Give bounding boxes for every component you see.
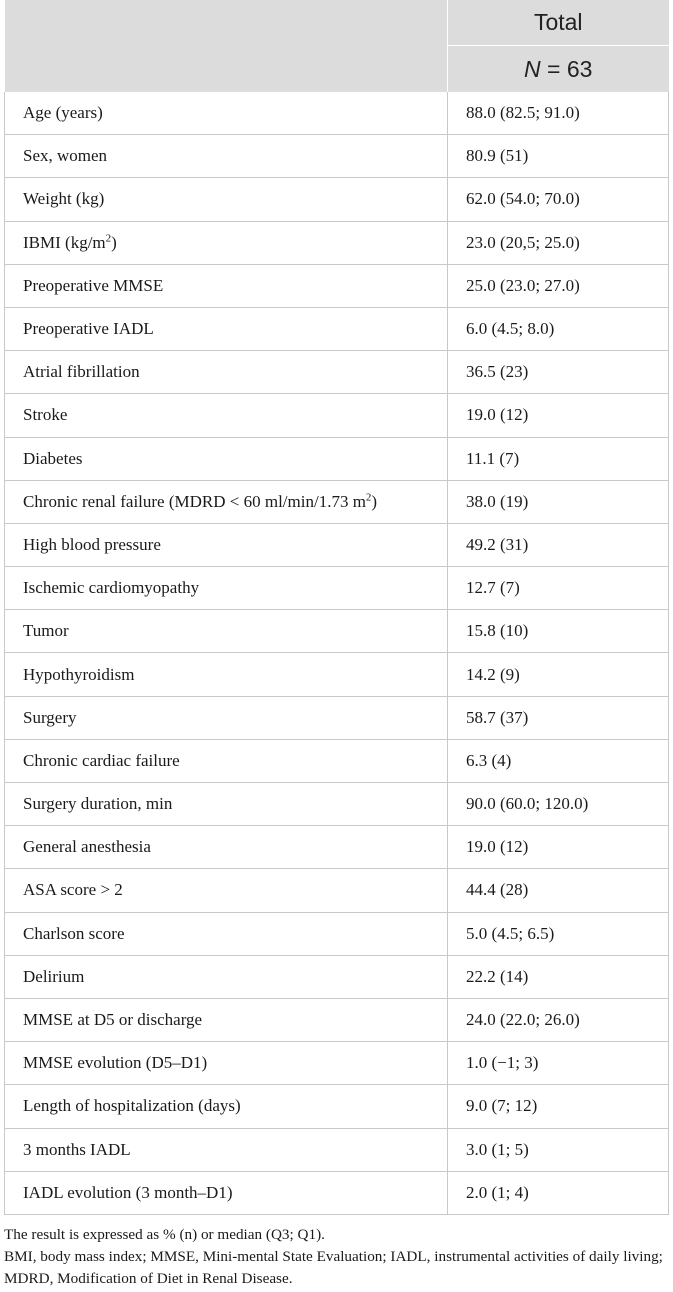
table-row [5, 92, 669, 135]
row-value: 25.0 (23.0; 27.0) [448, 264, 669, 307]
n-value: = 63 [540, 55, 593, 82]
header-blank-cell [5, 0, 448, 46]
row-label [5, 1042, 448, 1085]
row-label-text: Length of hospitalization (days) [23, 1096, 241, 1116]
header-row-title [5, 0, 669, 46]
row-label [5, 739, 448, 782]
row-label-superscript: 2 [105, 232, 112, 244]
table-row [5, 523, 669, 566]
row-value: 1.0 (−1; 3) [448, 1042, 669, 1085]
row-label-text: Weight (kg) [23, 189, 105, 209]
row-label [5, 264, 448, 307]
row-label [5, 869, 448, 912]
table-row [5, 394, 669, 437]
row-value: 11.1 (7) [448, 437, 669, 480]
row-label [5, 523, 448, 566]
characteristics-table [4, 0, 669, 1215]
row-label-text: Surgery [23, 707, 77, 727]
row-label [5, 437, 448, 480]
table-row [5, 1042, 669, 1085]
row-label [5, 178, 448, 221]
row-label [5, 610, 448, 653]
row-value: 36.5 (23) [448, 351, 669, 394]
row-value: 14.2 (9) [448, 653, 669, 696]
row-label-text: 3 months IADL [23, 1139, 131, 1159]
row-value: 6.0 (4.5; 8.0) [448, 307, 669, 350]
table-row [5, 998, 669, 1041]
table-row [5, 567, 669, 610]
row-value: 12.7 (7) [448, 567, 669, 610]
row-label [5, 955, 448, 998]
row-label-text: Ischemic cardiomyopathy [23, 578, 200, 598]
sample-size-cell [448, 46, 669, 93]
row-label-text: Age (years) [23, 103, 103, 123]
row-label-text: High blood pressure [23, 534, 161, 554]
row-label-text: Tumor [23, 621, 69, 641]
row-label-text: ASA score > 2 [23, 880, 123, 900]
row-value: 58.7 (37) [448, 696, 669, 739]
row-label [5, 351, 448, 394]
row-label [5, 480, 448, 523]
row-label [5, 783, 448, 826]
table-row [5, 307, 669, 350]
row-label [5, 92, 448, 135]
row-value: 88.0 (82.5; 91.0) [448, 92, 669, 135]
row-label-text: Diabetes [23, 448, 83, 468]
table-row [5, 696, 669, 739]
table-row [5, 437, 669, 480]
row-label [5, 307, 448, 350]
table-row [5, 739, 669, 782]
table-row [5, 955, 669, 998]
row-value: 19.0 (12) [448, 826, 669, 869]
row-label-tail: ) [111, 232, 117, 252]
row-value: 23.0 (20,5; 25.0) [448, 221, 669, 264]
row-label [5, 394, 448, 437]
table-body [5, 92, 669, 1214]
table-row [5, 610, 669, 653]
row-label [5, 998, 448, 1041]
row-label [5, 912, 448, 955]
table-row [5, 480, 669, 523]
table-row [5, 351, 669, 394]
row-value: 24.0 (22.0; 26.0) [448, 998, 669, 1041]
row-label [5, 826, 448, 869]
row-value: 44.4 (28) [448, 869, 669, 912]
row-label-text: Surgery duration, min [23, 794, 173, 814]
table-row [5, 869, 669, 912]
row-value: 3.0 (1; 5) [448, 1128, 669, 1171]
row-label-text: Atrial fibrillation [23, 362, 140, 382]
row-label-text: Stroke [23, 405, 68, 425]
row-label-text: MMSE at D5 or discharge [23, 1010, 203, 1030]
table-row [5, 264, 669, 307]
column-title-total: Total [448, 0, 669, 46]
row-label-tail: ) [371, 491, 378, 511]
row-value: 5.0 (4.5; 6.5) [448, 912, 669, 955]
row-value: 9.0 (7; 12) [448, 1085, 669, 1128]
row-label [5, 1128, 448, 1171]
row-label-text: Chronic cardiac failure [23, 750, 180, 770]
row-label-text: Preoperative MMSE [23, 275, 164, 295]
row-value: 19.0 (12) [448, 394, 669, 437]
row-value: 6.3 (4) [448, 739, 669, 782]
footnote-line: The result is expressed as % (n) or median (Q3; Q1). [4, 1226, 325, 1243]
row-label-text: IADL evolution (3 month–D1) [23, 1182, 233, 1202]
row-label-text: IBMI (kg/m [23, 232, 106, 252]
table-footnote [4, 1224, 668, 1290]
table-row [5, 1171, 669, 1214]
row-label [5, 221, 448, 264]
row-label-text: MMSE evolution (D5–D1) [23, 1053, 208, 1073]
footnote-line: BMI, body mass index; MMSE, Mini-mental State Evaluation; IADL, instrumental activities of daily living; MDRD, Modification of Diet in Renal Disease. [4, 1248, 663, 1287]
row-label-text: General anesthesia [23, 837, 151, 857]
row-label [5, 696, 448, 739]
row-label-text: Charlson score [23, 923, 125, 943]
table-row [5, 1085, 669, 1128]
table-row [5, 178, 669, 221]
row-value: 62.0 (54.0; 70.0) [448, 178, 669, 221]
row-value: 2.0 (1; 4) [448, 1171, 669, 1214]
row-label-text: Hypothyroidism [23, 664, 135, 684]
row-value: 49.2 (31) [448, 523, 669, 566]
row-label [5, 1085, 448, 1128]
row-label [5, 567, 448, 610]
table-row [5, 912, 669, 955]
table-row [5, 135, 669, 178]
row-value: 80.9 (51) [448, 135, 669, 178]
row-label-superscript: 2 [365, 491, 372, 504]
row-label [5, 135, 448, 178]
table-row [5, 1128, 669, 1171]
table-row [5, 653, 669, 696]
table-row [5, 826, 669, 869]
row-label [5, 1171, 448, 1214]
row-value: 38.0 (19) [448, 480, 669, 523]
row-label-text: Chronic renal failure (MDRD < 60 ml/min/1.73 m [23, 491, 366, 511]
row-label-text: Delirium [23, 966, 85, 986]
table-row [5, 783, 669, 826]
row-value: 15.8 (10) [448, 610, 669, 653]
row-value: 22.2 (14) [448, 955, 669, 998]
n-symbol: N [524, 55, 541, 82]
table-row [5, 221, 669, 264]
row-value: 90.0 (60.0; 120.0) [448, 783, 669, 826]
header-row-count [5, 46, 669, 93]
row-label-text: Preoperative IADL [23, 319, 154, 339]
row-label-text: Sex, women [23, 146, 108, 166]
row-label [5, 653, 448, 696]
header-blank-cell [5, 46, 448, 93]
